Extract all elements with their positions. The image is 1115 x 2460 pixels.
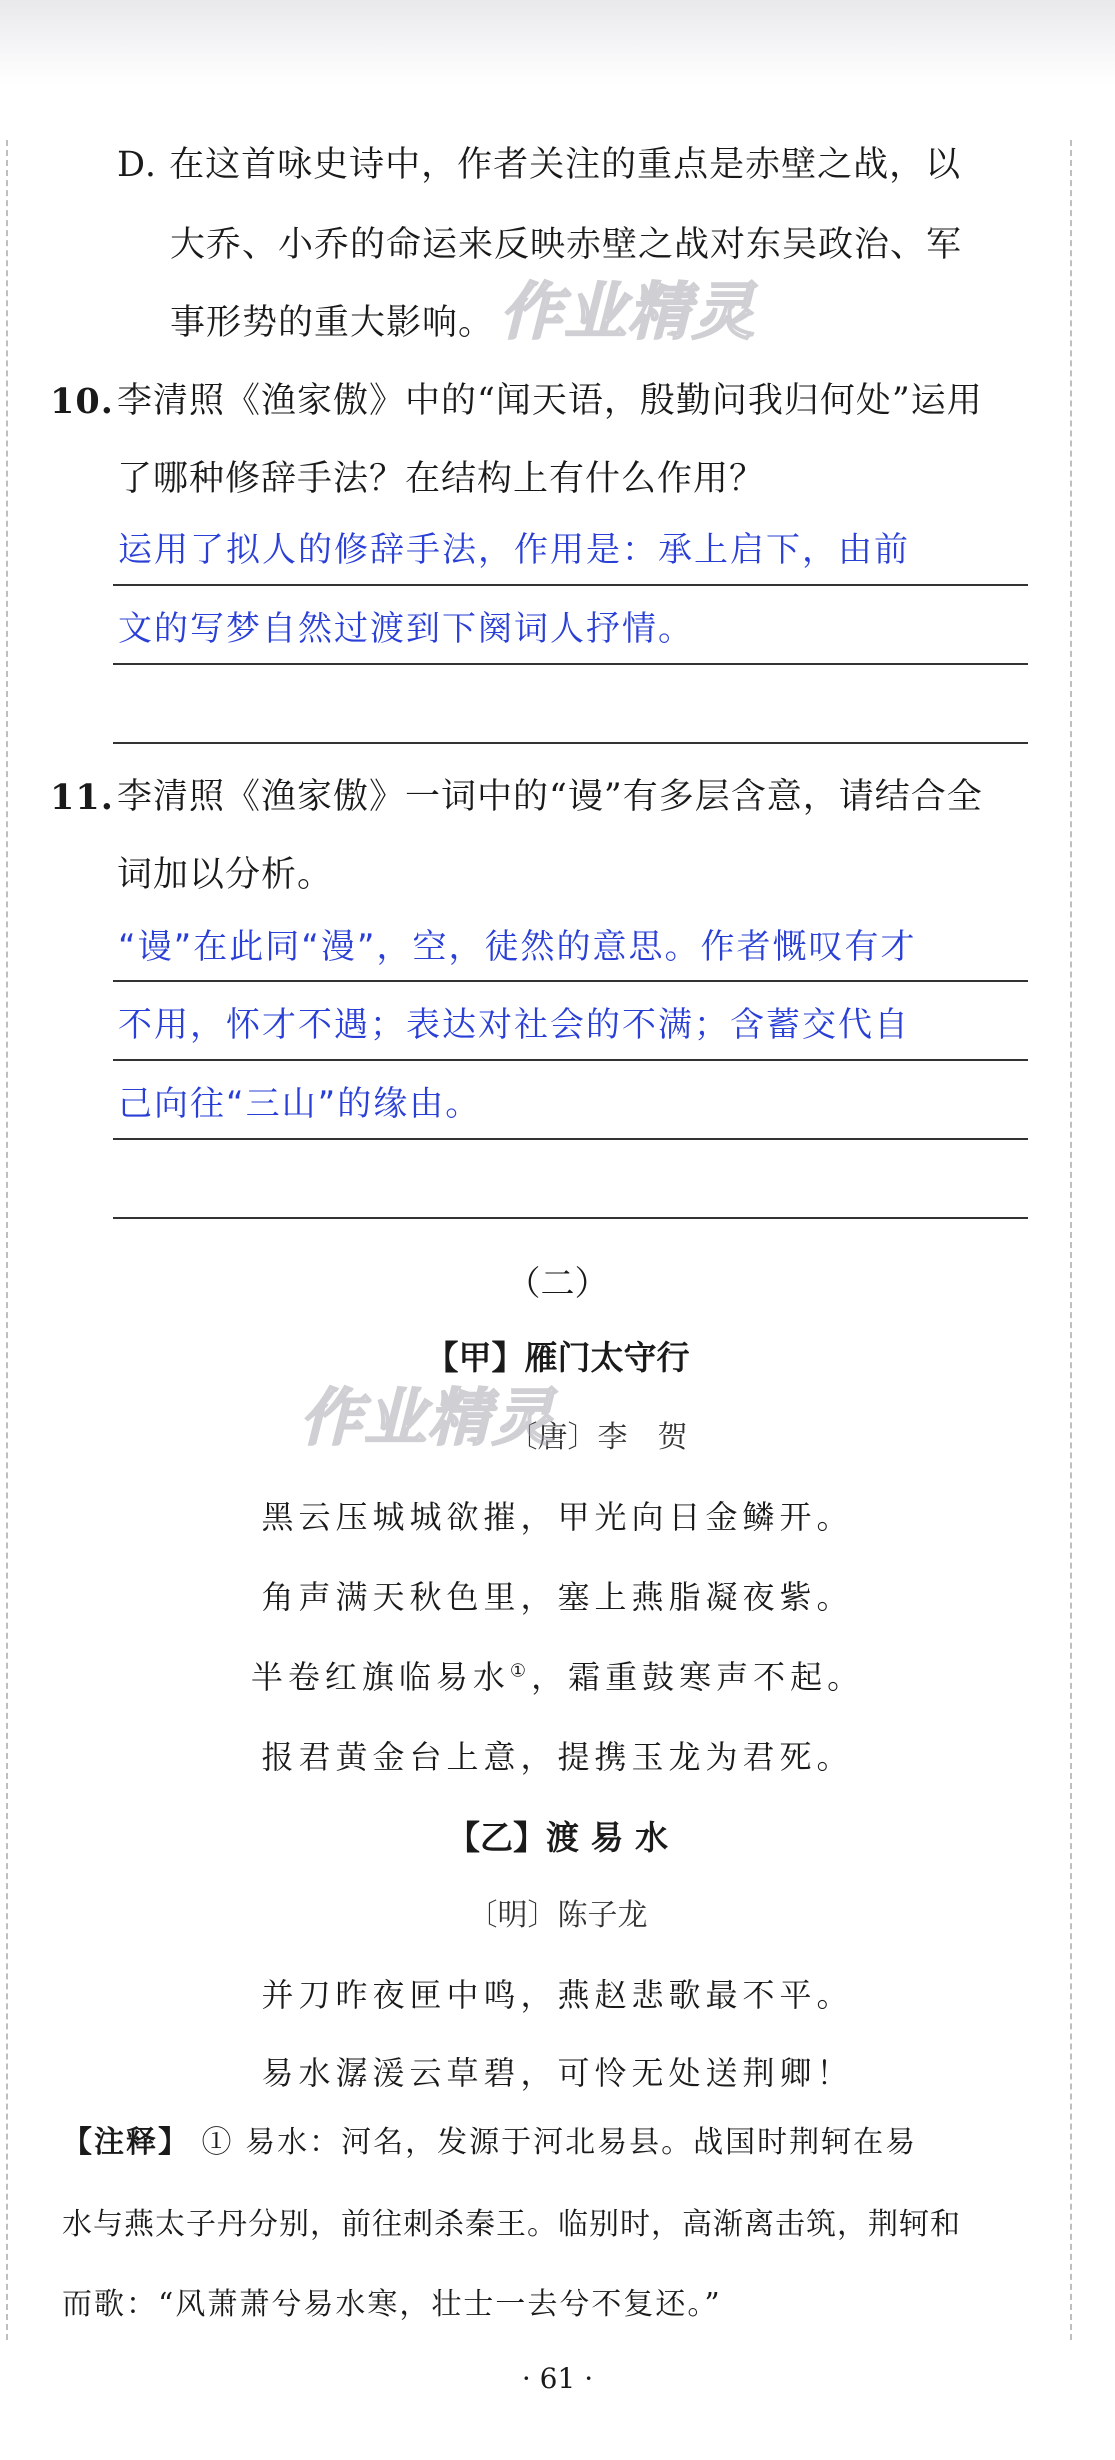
top-shade [0, 0, 1115, 85]
question-10-number: 10. [50, 381, 114, 422]
question-11-number: 11. [50, 777, 114, 818]
note-line-1 [62, 2125, 918, 2160]
poem-1-line-2: 角声满天秋色里，塞上燕脂凝夜紫。 [261, 1578, 854, 1616]
answer-rule [113, 584, 1028, 586]
answer-rule [113, 663, 1028, 665]
answer-rule [113, 1138, 1028, 1140]
poem-1-line-3-tail: ，霜重鼓寒声不起。 [531, 1658, 865, 1696]
question-11-line-1: 李清照《渔家傲》一词中的“谩”有多层含意，请结合全 [117, 777, 983, 817]
poem-2-title: 【乙】渡 易 水 [447, 1818, 668, 1857]
poem-1-author: 〔唐〕李 贺 [507, 1420, 688, 1455]
watermark-2: 作业精灵 [300, 1381, 557, 1454]
poem-2-line-1: 并刀昨夜匣中鸣，燕赵悲歌最不平。 [261, 1976, 854, 2014]
question-10-line-2: 了哪种修辞手法？在结构上有什么作用？ [117, 459, 766, 499]
note-line-3: 而歌：“风萧萧兮易水寒，壮士一去兮不复还。” [62, 2287, 722, 2322]
note-line-2: 水与燕太子丹分别，前往刺杀秦王。临别时，高渐离击筑，荆轲和 [62, 2207, 961, 2242]
question-11-line-2: 词加以分析。 [117, 855, 334, 895]
answer-rule [113, 1217, 1028, 1219]
poem-1-line-1: 黑云压城城欲摧，甲光向日金鳞开。 [261, 1498, 854, 1536]
option-d-line-2: 大乔、小乔的命运来反映赤壁之战对东吴政治、军 [170, 225, 963, 265]
option-d-line-1: D. 在这首咏史诗中，作者关注的重点是赤壁之战，以 [117, 145, 962, 185]
poem-1-line-3-head: 半卷红旗临易水 [250, 1658, 510, 1696]
option-d-line-3: 事形势的重大影响。 [170, 303, 495, 343]
page-number: · 61 · [521, 2362, 594, 2395]
poem-1-line-3 [0, 1652, 1115, 1698]
section-heading: （二） [506, 1264, 609, 1304]
answer-rule [113, 980, 1028, 982]
watermark-1: 作业精灵 [500, 275, 757, 348]
note-tag: 【注释】 [62, 2125, 190, 2160]
question-10-line-1: 李清照《渔家傲》中的“闻天语，殷勤问我归何处”运用 [117, 381, 983, 421]
poem-2-author: 〔明〕陈子龙 [467, 1898, 648, 1933]
question-11-answer-line-1: “谩”在此同“漫”，空，徒然的意思。作者慨叹有才 [118, 927, 917, 967]
answer-rule [113, 1059, 1028, 1061]
poem-1-line-4: 报君黄金台上意，提携玉龙为君死。 [261, 1738, 854, 1776]
poem-1-title: 【甲】雁门太守行 [425, 1338, 690, 1377]
question-10-answer-line-1: 运用了拟人的修辞手法，作用是：承上启下，由前 [118, 530, 910, 570]
question-10-answer-line-2: 文的写梦自然过渡到下阕词人抒情。 [118, 609, 694, 649]
question-11-answer-line-2: 不用，怀才不遇；表达对社会的不满；含蓄交代自 [118, 1005, 910, 1045]
question-11-answer-line-3: 己向往“三山”的缘由。 [118, 1084, 482, 1124]
note-line-1-text: ① 易水：河名，发源于河北易县。战国时荆轲在易 [201, 2125, 918, 2160]
footnote-marker: ① [509, 1660, 532, 1682]
poem-2-line-2: 易水潺湲云草碧，可怜无处送荆卿！ [261, 2054, 854, 2092]
answer-rule [113, 742, 1028, 744]
